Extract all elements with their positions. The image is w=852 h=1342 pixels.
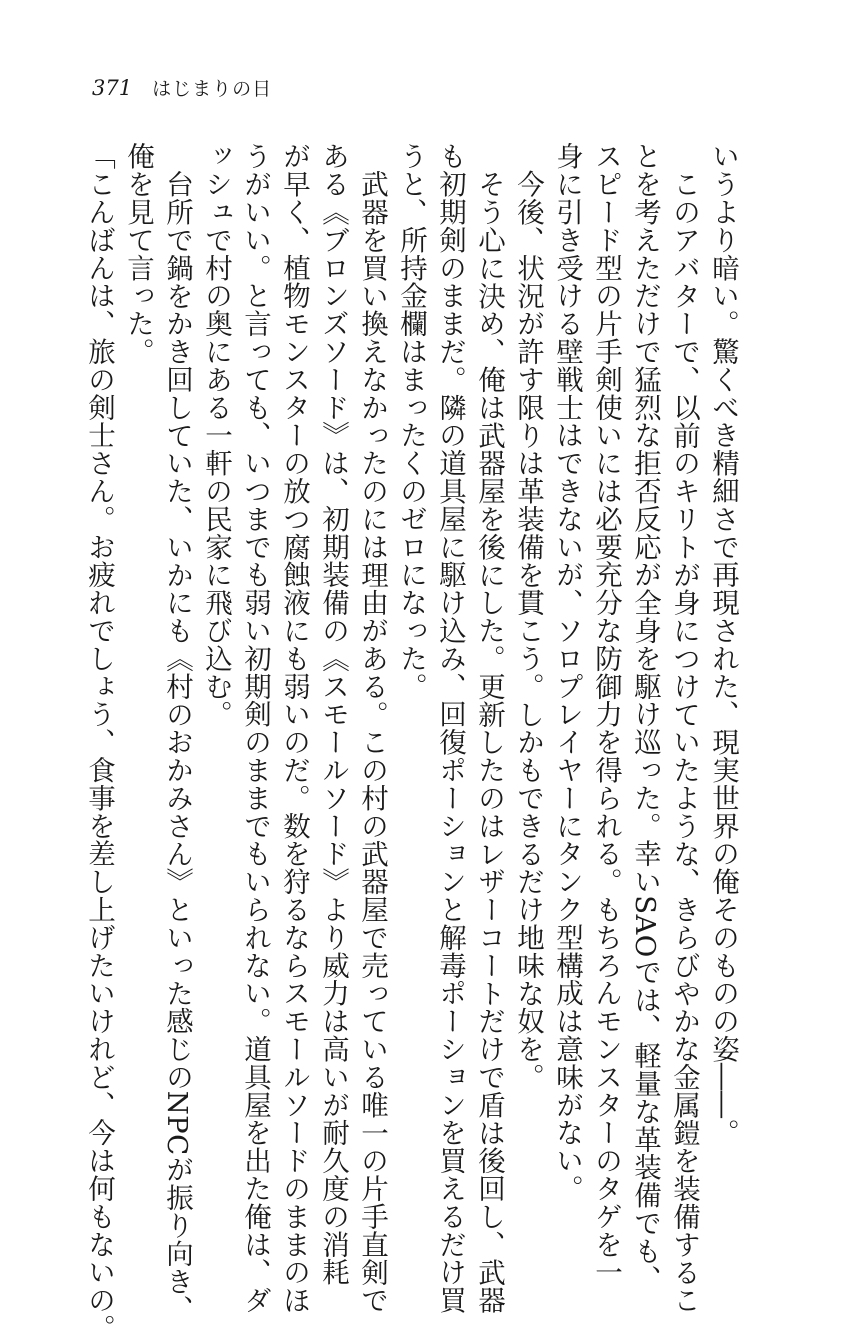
text-column: 身に引き受ける壁戦士はできないが、ソロプレイヤーにタンク型構成は意味がない。 bbox=[551, 142, 583, 1203]
vertical-body-text bbox=[83, 142, 742, 1342]
text-column: そう心に決め、俺は武器屋を後にした。更新したのはレザーコートだけで盾は後回し、武器 bbox=[473, 169, 505, 1314]
text-column: うがいい。と言っても、いつまでも弱い初期剣のままでもいられない。道具屋を出た俺は、ダ bbox=[239, 142, 271, 1314]
text-column: 台所で鍋をかき回していた、いかにも《村のおかみさん》といった感じのNPCが振り向き、 bbox=[161, 169, 193, 1323]
text-column: 「こんばんは、旅の剣士さん。お疲れでしょう、食事を差し上げたいけれど、今は何もないの。 bbox=[83, 142, 115, 1342]
text-column: 俺を見て言った。 bbox=[122, 142, 154, 366]
text-column: スピード型の片手剣使いには必要充分な防御力を得られる。もちろんモンスターのタゲを一 bbox=[590, 142, 622, 1286]
text-column: ッシュで村の奥にある一軒の民家に飛び込む。 bbox=[200, 142, 232, 728]
text-column: が早く、植物モンスターの放つ腐蝕液にも弱いのだ。数を狩るならスモールソードのままのほ bbox=[278, 142, 310, 1314]
page-number: 371 bbox=[92, 76, 133, 100]
text-column: 武器を買い換えなかったのには理由がある。この村の武器屋で売っている唯一の片手直剣で bbox=[356, 169, 388, 1314]
text-column: いうより暗い。驚くべき精細さで再現された、現実世界の俺そのものの姿――。 bbox=[707, 142, 739, 1147]
text-column: も初期剣のままだ。隣の道具屋に駆け込み、回復ポーションと解毒ポーションを買えるだけ買 bbox=[434, 142, 466, 1314]
chapter-title: はじまりの日 bbox=[152, 78, 273, 100]
text-column: 今後、状況が許す限りは革装備を貫こう。しかもできるだけ地味な奴を。 bbox=[512, 169, 544, 1091]
text-column: とを考えただけで猛烈な拒否反応が全身を駆け巡った。幸いSAOでは、軽量な革装備でも、 bbox=[629, 142, 661, 1293]
text-column: ある《ブロンズソード》は、初期装備の《スモールソード》より威力は高いが耐久度の消耗 bbox=[317, 142, 349, 1286]
running-header bbox=[92, 74, 272, 104]
text-column: うと、所持金欄はまったくのゼロになった。 bbox=[395, 142, 427, 700]
text-column: このアバターで、以前のキリトが身につけていたような、きらびやかな金属鎧を装備するこ bbox=[668, 169, 700, 1314]
